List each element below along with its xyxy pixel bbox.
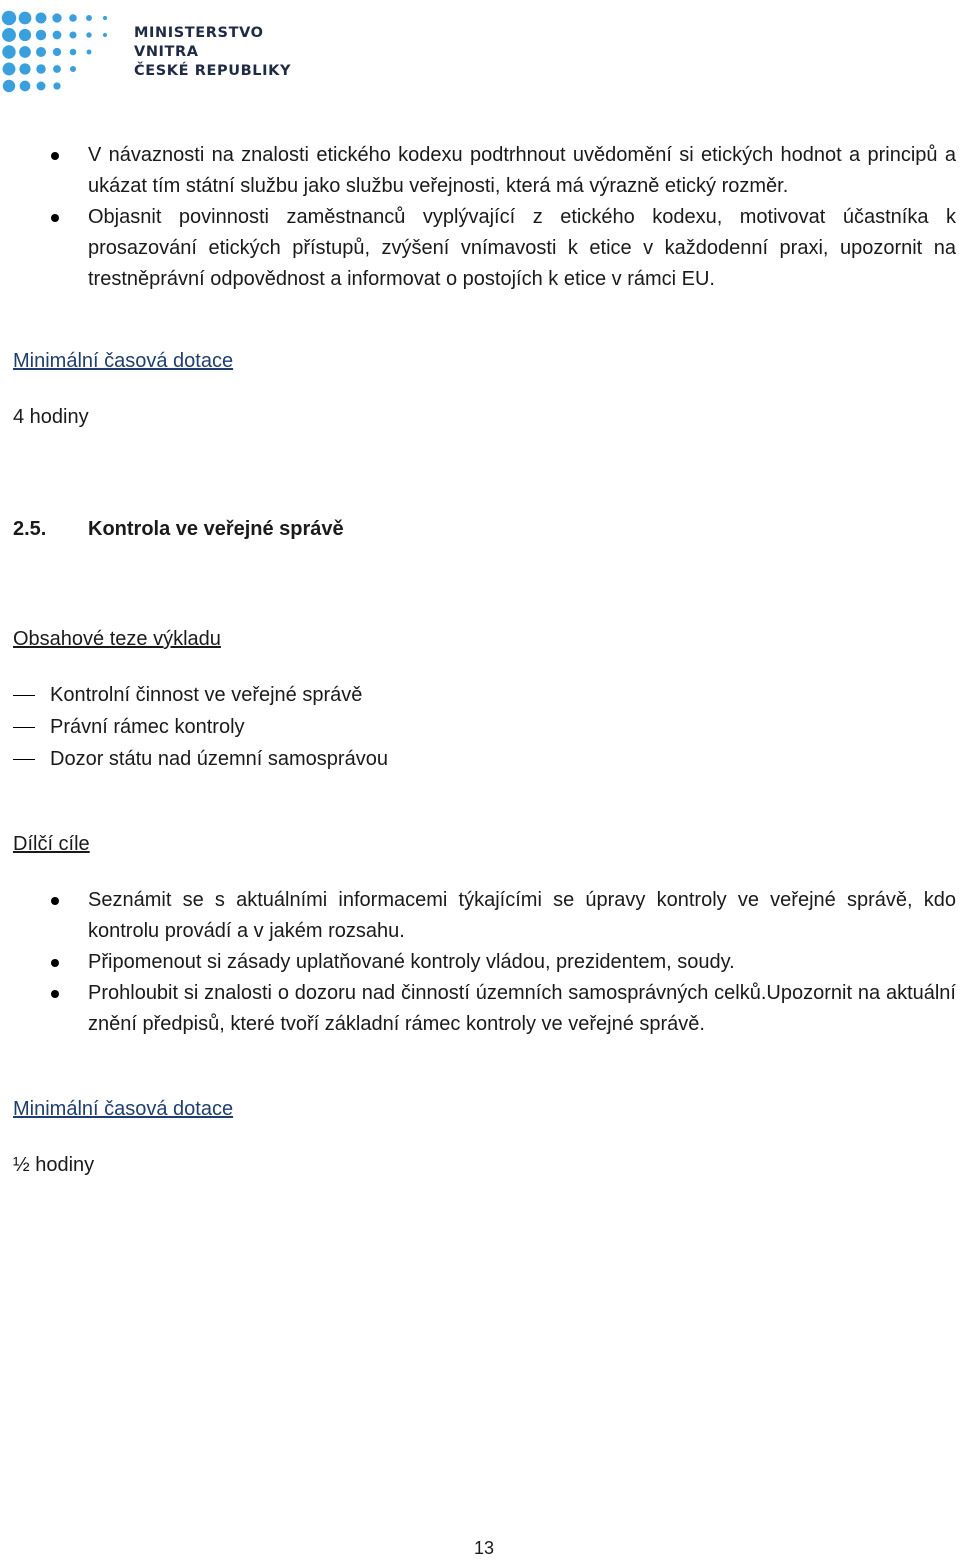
time-value: ½ hodiny <box>13 1154 95 1176</box>
list-item: Seznámit se s aktuálními informacemi týkajícími se úpravy kontroly ve veřejné správě, kdo kontrolu provádí a v jakém rozsahu. <box>13 885 956 947</box>
logo-dot <box>86 32 91 37</box>
logo-dot <box>3 63 16 76</box>
logo-dot <box>87 50 92 55</box>
logo-dot <box>69 31 76 38</box>
list-item: Prohloubit si znalosti o dozoru nad činností územních samosprávných celků.Upozornit na aktuální znění předpisů, které tvoří základní rámec kontroly ve veřejné správě. <box>13 978 956 1040</box>
list-item: Právní rámec kontroly <box>13 711 956 743</box>
section-title-text: Kontrola ve veřejné správě <box>88 518 344 540</box>
logo-dot <box>3 80 15 92</box>
logo-line-2: ČESKÉ REPUBLIKY <box>134 62 292 79</box>
logo-dot <box>53 65 61 73</box>
logo-dot <box>2 45 15 58</box>
section-number: 2.5. <box>13 518 47 540</box>
list-item: Dozor státu nad územní samosprávou <box>13 743 956 775</box>
logo-dot <box>69 14 77 22</box>
logo-dot <box>103 16 107 20</box>
logo-dot <box>19 29 31 41</box>
logo-dot <box>103 33 107 37</box>
logo-dot <box>20 81 31 92</box>
logo-dot <box>2 28 16 42</box>
page-number: 13 <box>473 1538 495 1558</box>
logo-text <box>134 24 330 81</box>
logo-dot <box>70 66 76 72</box>
ministry-logo <box>0 6 330 98</box>
content-list <box>13 679 956 775</box>
logo-dot <box>53 31 62 40</box>
logo-dot <box>53 48 61 56</box>
logo-dot <box>52 13 61 22</box>
logo-dot <box>36 47 46 57</box>
logo-dot <box>53 82 60 89</box>
prev-goals-list <box>13 140 956 295</box>
goals-list <box>13 885 956 1040</box>
list-item: Objasnit povinnosti zaměstnanců vyplývající z etického kodexu, motivovat účastníka k prosazování etických přístupů, zvýšení vnímavosti k etice v každodenní praxi, upozornit na trestněprávní odpovědnost a informovat o postojích k etice v rámci EU. <box>13 202 956 295</box>
logo-dot <box>2 11 16 25</box>
logo-dot <box>86 15 92 21</box>
logo-dot <box>19 46 31 58</box>
logo-dot <box>70 49 77 56</box>
logo-dot <box>37 82 46 91</box>
list-item: Připomenout si zásady uplatňované kontroly vládou, prezidentem, soudy. <box>13 947 956 978</box>
logo-dot <box>19 63 30 74</box>
logo-dot <box>36 64 46 74</box>
logo-line-1: MINISTERSTVO VNITRA <box>134 24 264 60</box>
document-body <box>13 140 956 1180</box>
logo-dot <box>19 12 32 25</box>
logo-dots-icon <box>0 6 120 98</box>
list-item: Kontrolní činnost ve veřejné správě <box>13 679 956 711</box>
time-heading-prev: Minimální časová dotace <box>13 350 234 372</box>
logo-dot <box>36 30 47 41</box>
section-title <box>13 514 956 544</box>
content-heading: Obsahové teze výkladu <box>13 628 221 650</box>
time-value-prev: 4 hodiny <box>13 406 89 428</box>
time-heading: Minimální časová dotace <box>13 1098 234 1120</box>
list-item: V návaznosti na znalosti etického kodexu podtrhnout uvědomění si etických hodnot a principů a ukázat tím státní službu jako službu veřejnosti, která má výrazně etický rozměr. <box>13 140 956 202</box>
logo-dot <box>36 13 47 24</box>
goals-heading: Dílčí cíle <box>13 833 90 855</box>
